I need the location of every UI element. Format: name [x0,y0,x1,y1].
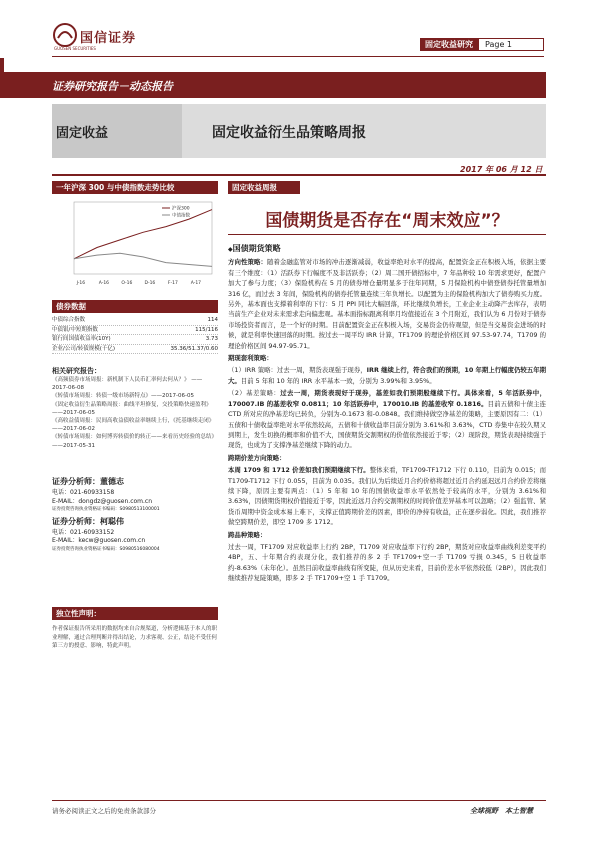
para-text: 目前 5 年和 10 年的 IRR 水平基本一致，分别为 3.99%和 3.95%。 [240,376,436,385]
x-tick-label: A-16 [98,281,110,286]
main-title: 国债期货是否存在“周末效应”？ [265,211,509,231]
table-row [52,326,218,336]
page-label: Page 1 [478,38,544,51]
x-tick-label: D-16 [144,281,156,286]
related-reports [52,376,218,450]
analyst-email[interactable]: E-MAIL：dongdz@guosen.com.cn [52,497,153,505]
footer-slogan: 全球视野 本土智慧 [470,807,533,815]
chart-svg [52,196,218,288]
logo-subtext: GUOSEN SECURITIES [54,46,96,51]
analyst-name: 证券分析师：柯聪伟 [52,516,124,526]
title-rule [228,234,546,235]
date-rule [52,174,546,176]
header-rule [52,56,544,57]
table-row [52,335,218,345]
analyst-cert: 证券投资咨询执业资格证书编码：S0980516080004 [52,546,160,552]
section-heading: 跨期价差方向策略： [228,453,286,462]
section-heading: 期现套利策略： [228,354,273,363]
row-label: 中债综合指数 [52,317,86,323]
para-emphasis: 过去一周，期货表现好于现券，基差如我们预期般继续下行。具体来看，5 年活跃券中，170007.IB 的基差收窄 0.0811；10 年活跃券中，170010.IB 的基差收窄 0.1816。 [228,389,546,408]
section-bullet: ◆ 国债期货策略 [228,244,546,255]
para-emphasis: 本周 1709 和 1712 价差如我们预期继续下行。 [228,466,370,475]
row-label: 中债银/中短期指数 [52,326,98,333]
market-data-heading: 债券数据 [52,300,218,313]
para-text: 目前五债和十债主连 CTD 所对应的净基差均已转负，分别为-0.1673 和-0.0848。我们维持做空净基差的策略，主要原因有二：（1）五债和十债收益率绝对水平依然较高，五债和十债收益率目前分别为 3.61%和 3.63%，CTD 券集中在较久期又到期上，发生切换的概率和价值不大，国债期货交割期权的价值依然接近于零；（2）现阶段，期货表现持续强于现货，也成为了支撑净基差继续下降的动力。 [228,399,546,450]
para-emphasis: IRR 继续上行，符合我们的预期，10 年期上行幅度仍较五年期大。 [228,366,546,385]
company-logo [52,22,162,52]
analyst-name: 证券分析师：董德志 [52,477,124,486]
table-row [52,345,218,355]
x-tick-label: O-16 [121,281,133,286]
category-box [52,104,182,158]
related-report-link[interactable]: 《固定收益衍生品策略周报：曲线平坦修复，交投策略快速盈利》——2017-06-05 [52,401,212,416]
report-body [228,244,546,586]
independence-heading: 独立性声明： [52,607,218,620]
analyst-cert: 证券投资咨询执业资格证书编码：S0980513100001 [52,507,160,513]
related-report-link[interactable]: 《转债市场周报：转债一级市场新特点》——2017-06-05 [52,393,194,400]
legend-label: 中债指数 [172,213,190,219]
row-value: 115/116 [195,326,218,333]
section-heading: 跨品种策略： [228,530,267,539]
analyst-info [52,475,218,555]
related-report-link[interactable]: 《高频债券市场周报：新机制下人民币汇率何去何从？》 ——2017-06-08 [52,377,203,392]
para-heading: 方向性策略： [228,258,267,267]
analyst-email[interactable]: E-MAIL：kecw@guosen.com.cn [52,537,146,545]
report-type-band [0,72,546,98]
plot-frame [74,202,212,274]
related-heading: 相关研究报告： [52,367,101,375]
related-report-link[interactable]: 《转债市场周报：如何博弈转债价的转正——来看历史经验的总结》——2017-05-31 [52,434,218,449]
paragraph: 过去一周，TF1709 对应收益率上行约 2BP，T1709 对应收益率下行约 2BP，期货对应收益率曲线利差变平约 4BP，五、十年期合约表现分化，我们推荐的多 2 手 TF1709+空一手 T1709 亏损 0.345，5 日收益率约-8.63%（未年化）。虽然目前收益率曲线有所变陡，但从历史来看，目前价差水平依然较低（2BP），因此我们继续推荐复陡策略，即多 2 手 TF1709+空 1 手 T1709。 [228,542,546,583]
para-text: 整体来看，TF1709-TF1712 下行 0.110，目前为 0.015；而 T1709-T1712 下行 0.055，目前为 0.035。我们认为后续近月合约价格将超过近月合约延迟远月合约价差将继续下降，原因主要有两点：（1）5 年和 10 年的国债收益率水平依然处于较高的水平，分别为 3.61%和 3.63%，因债期货期权价值接近于零，因此近远月合约交割期权的时间价值差异基本可以忽略；（2）强监管、紧货币周期中资金成本易上难下，支撑正值跨期价差的因素，即价的净持有收益，正在逐步弱化。因此，我们推荐做空跨期价差，即空 1709 多 1712。 [228,466,546,527]
row-label: 银行间国债收益率(10Y) [52,336,111,343]
section-tag: 固定收益周报 [228,181,300,194]
series-line [74,210,212,259]
report-tag: 固定收益研究 [420,38,478,51]
report-title: 固定收益衍生品策略周报 [212,125,366,141]
legend-label: 沪深300 [172,206,190,212]
analyst-phone: 电话：021-60933152 [52,528,115,536]
category-label: 固定收益 [56,126,109,141]
row-label: 企业/公司/转债规模(千亿) [52,345,115,352]
logo-text: 国信证券 [80,31,137,46]
report-date: 2017 年 06 月 12 日 [460,165,543,174]
x-tick-label: F-17 [167,281,178,286]
paragraph [228,257,546,351]
index-chart [52,196,218,288]
footer-rule [52,800,546,801]
logo-icon [52,22,78,48]
chart-heading: 一年沪深 300 与中债指数走势比较 [52,181,218,194]
table-row [52,316,218,326]
paragraph [228,388,546,450]
x-tick-label: A-17 [190,281,202,286]
related-report-link[interactable]: 《高收益债周报：民间高收益债收益率继续上行，《托基继续走闭》——2017-06-02 [52,418,215,433]
disclaimer-note: 请务必阅读正文之后的免责条款部分 [52,807,156,815]
para-text: 随着金融监管对市场的冲击逐渐减弱，收益率绝对水平的提高，配置资金正在积极入场，依据主要有三个维度：（1）活跃券下行幅度不及非活跃券；（2）周二国开债招标中，7 年品种较 10 年需求更好，配置户加大了参与力度；（3）保险机构在 5 月的债券增仓量明显多于往年同期，5 月保险机构中债登债券托管量增加 316 亿，而过去 3 年间，保险机构的债券托管量连续三年负增长。以配置为主的保险机构加大了债券购买力度。另外，基本面也支撑着利率的下行：5 月 PPI 同比大幅回落，环比继续负增长，工业企业主动降产去库存，表明当前生产企业对未来需求走向偏悲观。基本面指标跟离利率月均值接近在 3 个月附近，我们认为 6 月份对于债券市场投资者而言，是一个好的时期。目前配置资金正在积极入场，交易资金仍待观望，但是当交易资金进场的时候，就是利率快速回落的时期。按过去一周平均 IRR 计算，TF1709 的理论价格区间 97.53-97.74，T1709 的理论价格区间 94.97-95.71。 [228,258,547,350]
x-tick-label: J-16 [76,281,86,286]
row-value: 35.36/51.37/0.60 [170,345,218,352]
series-line [74,253,212,266]
row-value: 114 [207,317,218,323]
paragraph [228,465,546,527]
para-text: （2）基差策略： [228,389,281,398]
independence-text: 作者保证报告所采用的数据均来自合规渠道，分析逻辑基于本人的职业理解，通过合理判断并得出结论，力求客观、公正，结论不受任何第三方的授意、影响，特此声明。 [52,626,218,649]
title-band [52,104,546,158]
market-data-table [52,316,218,354]
analyst-phone: 电话：021-60933158 [52,489,115,496]
paragraph [228,365,546,386]
report-type: 证券研究报告－动态报告 [52,80,173,93]
row-value: 3.73 [205,336,218,343]
para-text: （1）IRR 策略：过去一周，期货表现强于现券， [228,366,367,375]
